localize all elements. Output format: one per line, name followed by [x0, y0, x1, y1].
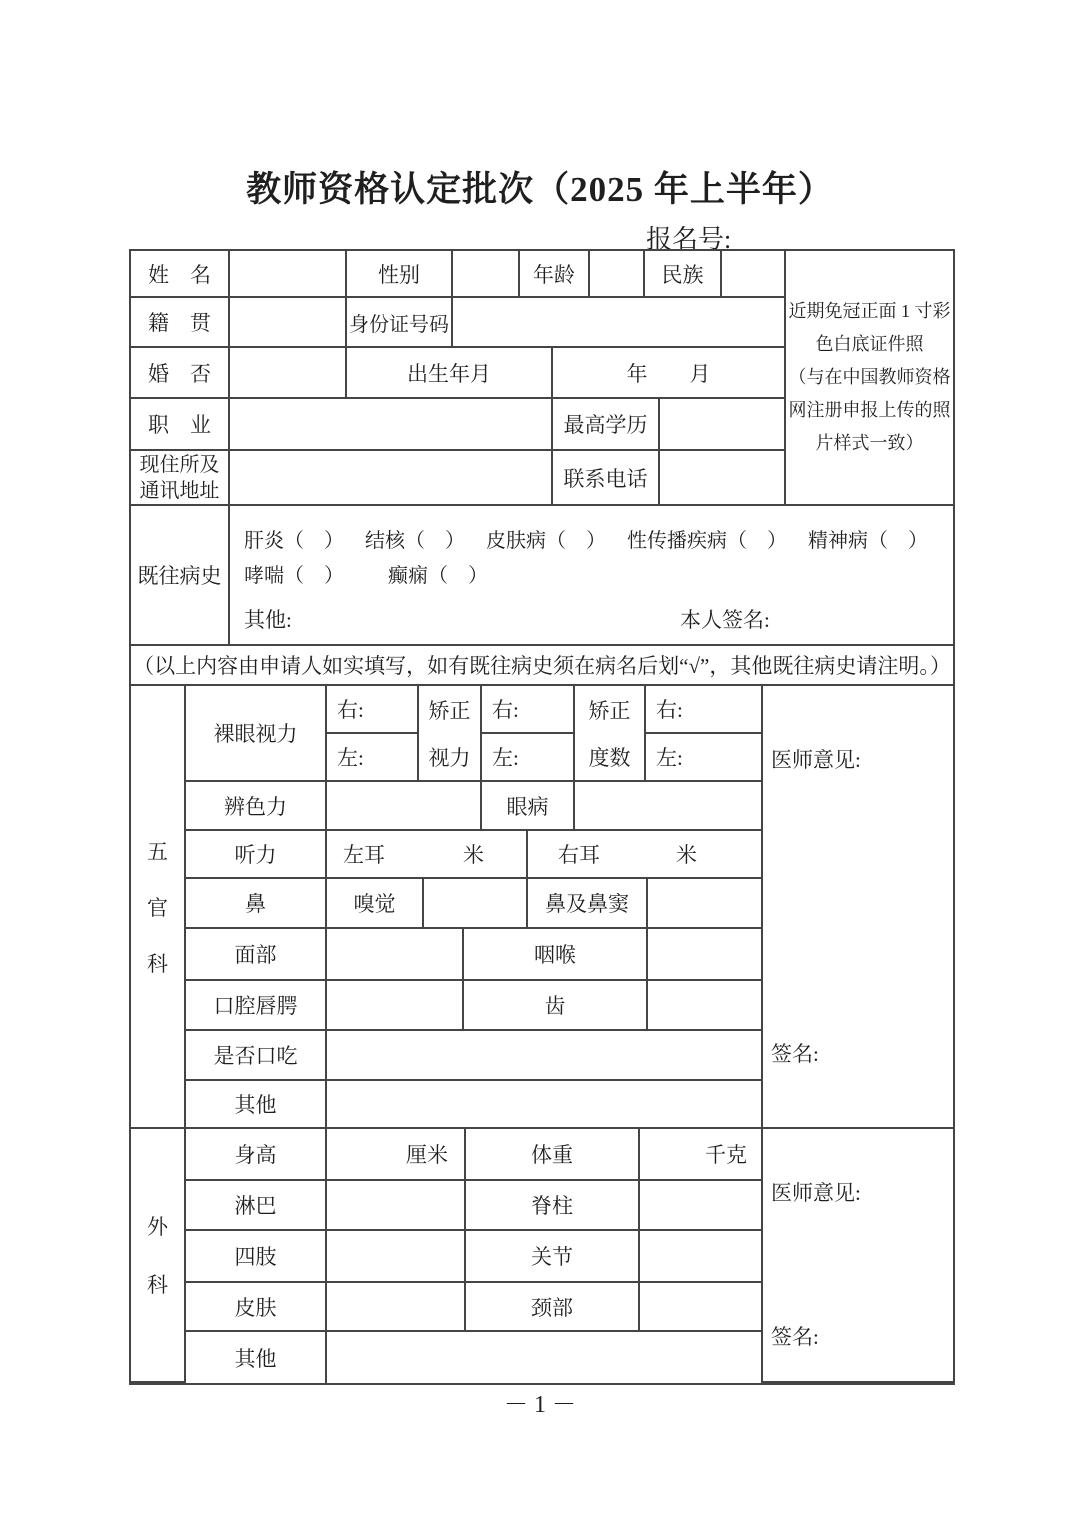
corrected-degree-label: [575, 686, 646, 782]
medical-history-other-label: 其他:: [244, 608, 292, 632]
smell-value-cell: [424, 879, 528, 929]
disease-tuberculosis: 结核（ ）: [365, 530, 465, 552]
throat-value-cell: [648, 929, 763, 981]
corrected-vision-right-cell: 右:: [482, 686, 575, 734]
face-label: 面部: [186, 929, 327, 981]
medical-history-content-cell: [230, 506, 953, 646]
corrected-degree-right-cell: 右:: [646, 686, 763, 734]
teeth-value-cell: [648, 981, 763, 1031]
medical-exam-form-table: [129, 249, 955, 1385]
surgery-other-label: 其他: [186, 1332, 327, 1383]
eye-disease-label: 眼病: [482, 782, 575, 831]
nose-label: 鼻: [186, 879, 327, 929]
ent-section: [131, 686, 953, 1129]
ent-other-label: 其他: [186, 1081, 327, 1129]
corrected-degree-left-cell: 左:: [646, 734, 763, 782]
face-value-cell: [327, 929, 464, 981]
color-vision-label: 辨色力: [186, 782, 327, 831]
age-label: 年龄: [520, 251, 590, 298]
corrected-degree-line2: 度数: [588, 745, 631, 770]
medical-history-diseases-line2: [244, 559, 488, 588]
medical-history-label: 既往病史: [131, 506, 230, 646]
corrected-degree-line1: 矫正: [588, 698, 631, 723]
spine-label: 脊柱: [466, 1181, 640, 1231]
birth-date-unit-cell: 年 月: [553, 348, 786, 399]
joints-value-cell: [640, 1231, 763, 1283]
name-value-cell: [230, 251, 347, 298]
disease-hepatitis: 肝炎（ ）: [244, 530, 344, 552]
smell-label: 嗅觉: [327, 879, 424, 929]
declaration-note-row: [131, 646, 953, 686]
neck-value-cell: [640, 1283, 763, 1332]
lymph-label: 淋巴: [186, 1181, 327, 1231]
native-place-value-cell: [230, 298, 347, 348]
registration-number-label: 报名号:: [646, 225, 732, 254]
naked-vision-left-cell: 左:: [327, 734, 419, 782]
page-title: 教师资格认定批次（2025 年上半年）: [246, 170, 834, 209]
gender-value-cell: [453, 251, 520, 298]
stutter-label: 是否口吃: [186, 1031, 327, 1081]
self-signature-label: 本人签名:: [680, 608, 770, 632]
corrected-vision-left-cell: 左:: [482, 734, 575, 782]
stutter-value-cell: [327, 1031, 763, 1081]
corrected-vision-label: [419, 686, 482, 782]
photo-instruction-line3: （与在中国教师资格: [788, 367, 951, 387]
medical-history-diseases-line1: [244, 524, 928, 553]
height-value-cell: 厘米: [327, 1129, 466, 1181]
surgery-doctor-opinion-cell: [763, 1129, 953, 1383]
naked-vision-right-cell: 右:: [327, 686, 419, 734]
sinus-label: 鼻及鼻窦: [528, 879, 648, 929]
ent-label-char3: 科: [147, 951, 168, 976]
right-ear-label: 右耳: [558, 843, 600, 867]
surgery-label-char2: 科: [147, 1273, 168, 1297]
phone-label: 联系电话: [553, 451, 660, 506]
skin-label: 皮肤: [186, 1283, 327, 1332]
birth-date-label: 出生年月: [347, 348, 553, 399]
photo-instruction-line5: 片样式一致）: [815, 433, 924, 453]
marital-status-value-cell: [230, 348, 347, 399]
medical-history-row: [131, 506, 953, 646]
ent-doctor-signature-label: 签名:: [771, 1042, 819, 1066]
neck-label: 颈部: [466, 1283, 640, 1332]
education-label: 最高学历: [553, 399, 660, 451]
oral-value-cell: [327, 981, 464, 1031]
occupation-label: 职 业: [131, 399, 230, 451]
teeth-label: 齿: [464, 981, 648, 1031]
occupation-value-cell: [230, 399, 553, 451]
color-vision-value-cell: [327, 782, 482, 831]
name-label: 姓 名: [131, 251, 230, 298]
photo-instruction-line4: 网注册申报上传的照: [788, 400, 951, 420]
id-number-value-cell: [453, 298, 786, 348]
height-label: 身高: [186, 1129, 327, 1181]
surgery-doctor-signature-label: 签名:: [771, 1325, 819, 1349]
throat-label: 咽喉: [464, 929, 648, 981]
eye-disease-value-cell: [575, 782, 763, 831]
disease-std: 性传播疾病（ ）: [627, 530, 787, 552]
left-ear-cell: [327, 831, 528, 879]
declaration-note: （以上内容由申请人如实填写，如有既往病史须在病名后划“√”，其他既往病史请注明。）: [131, 646, 953, 686]
disease-asthma: 哮喘（ ）: [244, 565, 344, 587]
marital-status-label: 婚 否: [131, 348, 230, 399]
page-number: － 1 －: [504, 1392, 576, 1418]
address-value-cell: [230, 451, 553, 506]
surgery-doctor-opinion-label: 医师意见:: [771, 1181, 861, 1205]
address-label: [131, 451, 230, 506]
limbs-label: 四肢: [186, 1231, 327, 1283]
ethnicity-value-cell: [722, 251, 786, 298]
address-label-line1: 现住所及: [139, 453, 220, 476]
meter-label: 米: [676, 843, 697, 867]
age-value-cell: [590, 251, 645, 298]
naked-vision-label: 裸眼视力: [186, 686, 327, 782]
disease-epilepsy: 癫痫（ ）: [388, 565, 488, 587]
surgery-other-value-cell: [327, 1332, 763, 1383]
photo-instruction-cell: [786, 251, 953, 506]
id-number-label: 身份证号码: [347, 298, 453, 348]
surgery-label-char1: 外: [147, 1215, 168, 1239]
address-label-line2: 通讯地址: [139, 479, 220, 502]
ent-doctor-opinion-label: 医师意见:: [771, 748, 861, 772]
limbs-value-cell: [327, 1231, 466, 1283]
photo-instruction-line1: 近期免冠正面 1 寸彩: [788, 301, 951, 321]
weight-label: 体重: [466, 1129, 640, 1181]
surgery-section-label: [131, 1129, 186, 1383]
weight-value-cell: 千克: [640, 1129, 763, 1181]
right-ear-cell: [528, 831, 763, 879]
ent-label-char2: 官: [147, 895, 168, 920]
ent-label-char1: 五: [147, 839, 168, 864]
hearing-label: 听力: [186, 831, 327, 879]
ethnicity-label: 民族: [645, 251, 722, 298]
skin-value-cell: [327, 1283, 466, 1332]
basic-info-block: [131, 251, 953, 506]
corrected-vision-line1: 矫正: [428, 698, 471, 723]
phone-value-cell: [660, 451, 786, 506]
surgery-section: [131, 1129, 953, 1383]
spine-value-cell: [640, 1181, 763, 1231]
ent-other-value-cell: [327, 1081, 763, 1129]
disease-mental: 精神病（ ）: [808, 530, 928, 552]
education-value-cell: [660, 399, 786, 451]
ent-doctor-opinion-cell: [763, 686, 953, 1129]
photo-instruction-line2: 色白底证件照: [815, 334, 924, 354]
disease-skin: 皮肤病（ ）: [486, 530, 606, 552]
meter-label: 米: [463, 843, 484, 867]
gender-label: 性别: [347, 251, 453, 298]
left-ear-label: 左耳: [343, 843, 385, 867]
oral-label: 口腔唇腭: [186, 981, 327, 1031]
joints-label: 关节: [466, 1231, 640, 1283]
lymph-value-cell: [327, 1181, 466, 1231]
ent-section-label: [131, 686, 186, 1129]
corrected-vision-line2: 视力: [428, 745, 471, 770]
native-place-label: 籍 贯: [131, 298, 230, 348]
sinus-value-cell: [648, 879, 763, 929]
